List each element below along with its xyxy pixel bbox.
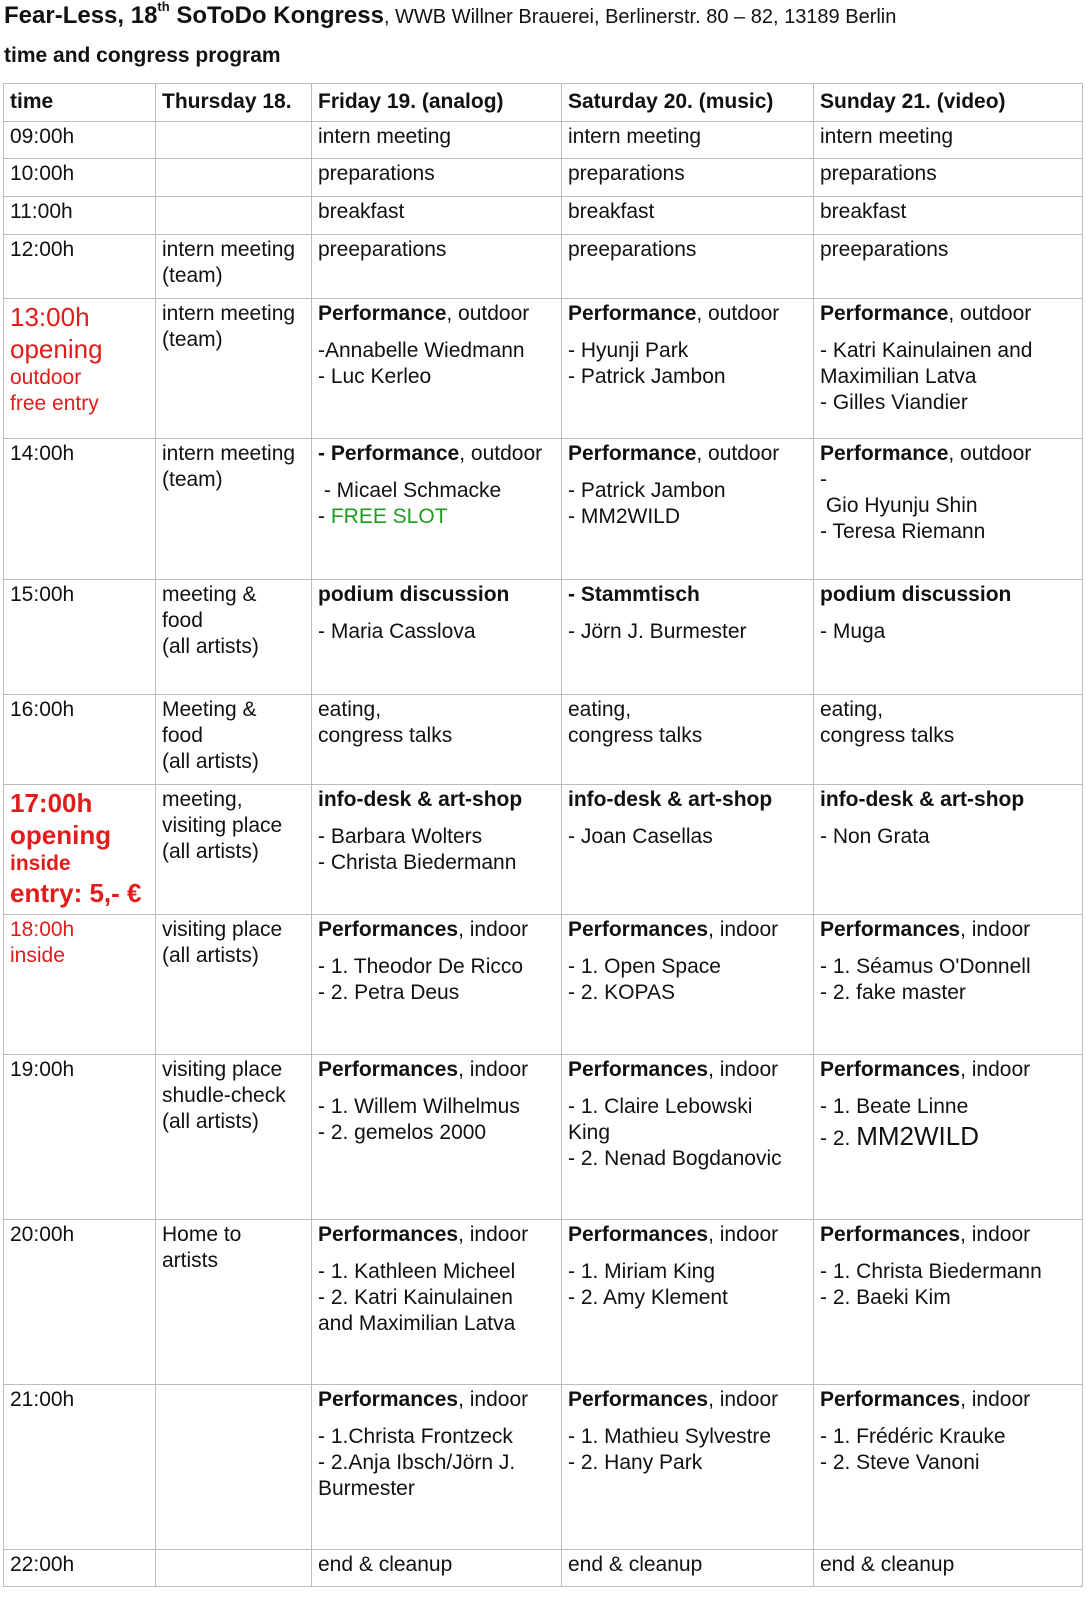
cell-line: (team) — [162, 468, 223, 491]
sunday-cell: breakfast — [814, 197, 1083, 235]
time-cell: 15:00h — [4, 580, 156, 695]
cell-heading: - Performance, outdoor — [318, 442, 543, 465]
cell-line: - Katri Kainulainen and — [820, 339, 1033, 362]
title-part2: SoToDo Kongress — [169, 2, 384, 29]
friday-cell — [312, 299, 562, 439]
title-ordinal-suffix: th — [157, 0, 170, 14]
cell-line: intern meeting — [162, 442, 296, 465]
cell-line: - 1. Miriam King — [568, 1260, 716, 1283]
cell-line: - 1. Frédéric Krauke — [820, 1425, 1006, 1448]
saturday-cell: end & cleanup — [562, 1550, 814, 1587]
cell-line: congress talks — [820, 724, 955, 747]
cell-line: eating, — [820, 698, 884, 721]
friday-cell — [312, 695, 562, 785]
cell-line: Burmester — [318, 1477, 415, 1500]
cell-heading: Performances, indoor — [318, 1223, 529, 1246]
thursday-cell — [156, 439, 312, 580]
title-part1: Fear-Less, 18 — [4, 2, 158, 29]
cell-heading: Performance, outdoor — [820, 442, 1032, 465]
thursday-cell — [156, 1550, 312, 1587]
time-cell: 14:00h — [4, 439, 156, 580]
sunday-cell — [814, 299, 1083, 439]
table-row — [4, 299, 1083, 439]
cell-line: - 2. Petra Deus — [318, 981, 460, 1004]
time-cell: 11:00h — [4, 197, 156, 235]
cell-line: - Teresa Riemann — [820, 520, 986, 543]
saturday-cell: preparations — [562, 159, 814, 197]
friday-cell — [312, 580, 562, 695]
cell-line: - — [820, 468, 827, 491]
cell-line: - 2. Nenad Bogdanovic — [568, 1147, 782, 1170]
thursday-cell — [156, 785, 312, 915]
column-header-saturday: Saturday 20. (music) — [562, 84, 814, 122]
cell-line: - Luc Kerleo — [318, 365, 432, 388]
cell-line: meeting & — [162, 583, 257, 606]
cell-heading: info-desk & art-shop — [568, 788, 773, 811]
sunday-cell — [814, 1385, 1083, 1550]
cell-line: - 1. Open Space — [568, 955, 721, 978]
cell-line: (all artists) — [162, 635, 259, 658]
cell-line: Home to — [162, 1223, 242, 1246]
sunday-cell — [814, 785, 1083, 915]
cell-line: (team) — [162, 264, 223, 287]
sunday-cell — [814, 915, 1083, 1055]
cell-line: (all artists) — [162, 944, 259, 967]
saturday-cell: breakfast — [562, 197, 814, 235]
cell-line: - 2. Steve Vanoni — [820, 1451, 980, 1474]
saturday-cell — [562, 785, 814, 915]
cell-line: Meeting & — [162, 698, 257, 721]
saturday-cell: intern meeting — [562, 122, 814, 159]
time-label: 17:00h — [10, 788, 93, 818]
cell-line: - 2. MM2WILD — [820, 1121, 979, 1151]
cell-heading: info-desk & art-shop — [318, 788, 523, 811]
document-header — [4, 0, 1084, 69]
venue-address: , WWB Willner Brauerei, Berlinerstr. 80 – 82, 13189 Berlin — [383, 6, 897, 28]
cell-line: - Maria Casslova — [318, 620, 476, 643]
cell-line: - Micael Schmacke — [318, 479, 502, 502]
cell-heading: Performances, indoor — [820, 1388, 1031, 1411]
thursday-cell — [156, 299, 312, 439]
cell-heading: Performances, indoor — [568, 1058, 779, 1081]
cell-line: - MM2WILD — [568, 505, 680, 528]
cell-line: - Barbara Wolters — [318, 825, 483, 848]
saturday-cell — [562, 1055, 814, 1220]
cell-line: meeting, — [162, 788, 243, 811]
time-cell: 19:00h — [4, 1055, 156, 1220]
time-label: 13:00h — [10, 302, 90, 332]
sunday-cell: end & cleanup — [814, 1550, 1083, 1587]
cell-heading: Performances, indoor — [820, 1223, 1031, 1246]
thursday-cell — [156, 235, 312, 299]
cell-line: (team) — [162, 328, 223, 351]
thursday-cell — [156, 1385, 312, 1550]
thursday-cell — [156, 1055, 312, 1220]
table-row — [4, 159, 1083, 197]
sunday-cell — [814, 695, 1083, 785]
cell-line: - Christa Biedermann — [318, 851, 517, 874]
cell-line: (all artists) — [162, 750, 259, 773]
cell-line: food — [162, 609, 203, 632]
cell-line: - Non Grata — [820, 825, 930, 848]
cell-line: intern meeting — [162, 302, 296, 325]
friday-cell: preeparations — [312, 235, 562, 299]
program-table — [3, 83, 1083, 1587]
cell-heading: info-desk & art-shop — [820, 788, 1025, 811]
free-slot-label: FREE SLOT — [330, 505, 448, 528]
cell-heading: Performances, indoor — [568, 918, 779, 941]
column-header-time: time — [4, 84, 156, 122]
cell-line: - Jörn J. Burmester — [568, 620, 747, 643]
cell-line: - 2. fake master — [820, 981, 966, 1004]
cell-line: - Gilles Viandier — [820, 391, 968, 414]
cell-line: visiting place — [162, 1058, 283, 1081]
saturday-cell — [562, 439, 814, 580]
cell-line: - 2. KOPAS — [568, 981, 675, 1004]
page-title — [4, 0, 1084, 33]
sunday-cell — [814, 580, 1083, 695]
cell-line: - 1.Christa Frontzeck — [318, 1425, 513, 1448]
time-cell: 20:00h — [4, 1220, 156, 1385]
cell-line: congress talks — [568, 724, 703, 747]
table-row — [4, 197, 1083, 235]
friday-cell — [312, 439, 562, 580]
cell-heading: podium discussion — [820, 583, 1012, 606]
thursday-cell — [156, 197, 312, 235]
cell-line: - 1. Willem Wilhelmus — [318, 1095, 520, 1118]
cell-line: - 1. Beate Linne — [820, 1095, 969, 1118]
cell-line: shudle-check — [162, 1084, 286, 1107]
cell-heading: Performances, indoor — [318, 918, 529, 941]
cell-heading: Performances, indoor — [820, 918, 1031, 941]
cell-line: - 2. Amy Klement — [568, 1286, 728, 1309]
cell-line: eating, — [568, 698, 632, 721]
time-label: 18:00h — [10, 918, 75, 941]
friday-cell: intern meeting — [312, 122, 562, 159]
time-cell: 22:00h — [4, 1550, 156, 1587]
cell-line: - 1. Theodor De Ricco — [318, 955, 524, 978]
cell-heading: - Stammtisch — [568, 583, 700, 606]
table-row — [4, 915, 1083, 1055]
cell-heading: Performance, outdoor — [318, 302, 530, 325]
thursday-cell — [156, 580, 312, 695]
opening-label: opening — [10, 820, 112, 850]
large-name: MM2WILD — [856, 1121, 979, 1151]
cell-line: - 2. Katri Kainulainen — [318, 1286, 513, 1309]
cell-heading: Performance, outdoor — [568, 302, 780, 325]
cell-line: King — [568, 1121, 611, 1144]
time-cell — [4, 915, 156, 1055]
cell-line: eating, — [318, 698, 382, 721]
saturday-cell — [562, 299, 814, 439]
cell-heading: Performance, outdoor — [568, 442, 780, 465]
friday-cell — [312, 1385, 562, 1550]
cell-line: - 1. Mathieu Sylvestre — [568, 1425, 772, 1448]
cell-line: food — [162, 724, 203, 747]
cell-heading: Performances, indoor — [820, 1058, 1031, 1081]
saturday-cell — [562, 695, 814, 785]
thursday-cell — [156, 915, 312, 1055]
cell-line: visiting place — [162, 918, 283, 941]
cell-line: - 1. Séamus O'Donnell — [820, 955, 1031, 978]
cell-line: Gio Hyunju Shin — [820, 494, 978, 517]
thursday-cell — [156, 695, 312, 785]
table-row — [4, 1220, 1083, 1385]
cell-line: - Joan Casellas — [568, 825, 713, 848]
time-cell — [4, 299, 156, 439]
cell-line: - 1. Kathleen Micheel — [318, 1260, 516, 1283]
thursday-cell — [156, 159, 312, 197]
time-cell — [4, 785, 156, 915]
page-subtitle: time and congress program — [4, 44, 281, 67]
opening-label: opening — [10, 334, 103, 364]
time-cell: 12:00h — [4, 235, 156, 299]
table-row — [4, 1550, 1083, 1587]
cell-line: - 2.Anja Ibsch/Jörn J. — [318, 1451, 516, 1474]
saturday-cell: preeparations — [562, 235, 814, 299]
saturday-cell — [562, 1385, 814, 1550]
friday-cell — [312, 785, 562, 915]
cell-line: - Patrick Jambon — [568, 365, 726, 388]
cell-heading: podium discussion — [318, 583, 510, 606]
cell-line: intern meeting — [162, 238, 296, 261]
column-header-sunday: Sunday 21. (video) — [814, 84, 1083, 122]
cell-line: (all artists) — [162, 1110, 259, 1133]
venue-label: outdoor — [10, 366, 82, 389]
column-header-friday: Friday 19. (analog) — [312, 84, 562, 122]
entry-label: free entry — [10, 392, 99, 415]
table-row — [4, 235, 1083, 299]
table-row — [4, 580, 1083, 695]
cell-line: artists — [162, 1249, 219, 1272]
sunday-cell — [814, 1220, 1083, 1385]
venue-label: inside — [10, 852, 71, 875]
header-row — [4, 84, 1083, 122]
cell-line: - 1. Christa Biedermann — [820, 1260, 1042, 1283]
cell-heading: Performance, outdoor — [820, 302, 1032, 325]
sunday-cell: preeparations — [814, 235, 1083, 299]
entry-label: entry: 5,- € — [10, 878, 142, 908]
table-row — [4, 1055, 1083, 1220]
table-row — [4, 695, 1083, 785]
table-row — [4, 439, 1083, 580]
cell-line: and Maximilian Latva — [318, 1312, 516, 1335]
time-cell: 16:00h — [4, 695, 156, 785]
sunday-cell: intern meeting — [814, 122, 1083, 159]
friday-cell: preparations — [312, 159, 562, 197]
time-cell: 09:00h — [4, 122, 156, 159]
time-cell: 10:00h — [4, 159, 156, 197]
cell-line: - Patrick Jambon — [568, 479, 726, 502]
table-row — [4, 1385, 1083, 1550]
cell-heading: Performances, indoor — [568, 1388, 779, 1411]
cell-line: - 2. Baeki Kim — [820, 1286, 951, 1309]
saturday-cell — [562, 580, 814, 695]
cell-heading: Performances, indoor — [318, 1388, 529, 1411]
cell-line: - 2. Hany Park — [568, 1451, 703, 1474]
friday-cell — [312, 1055, 562, 1220]
friday-cell — [312, 1220, 562, 1385]
cell-line: Maximilian Latva — [820, 365, 977, 388]
cell-line: (all artists) — [162, 840, 259, 863]
sunday-cell — [814, 1055, 1083, 1220]
free-slot-line: - FREE SLOT — [318, 505, 448, 528]
column-header-thursday: Thursday 18. — [156, 84, 312, 122]
sunday-cell: preparations — [814, 159, 1083, 197]
friday-cell: end & cleanup — [312, 1550, 562, 1587]
cell-line: - Hyunji Park — [568, 339, 689, 362]
cell-line: visiting place — [162, 814, 283, 837]
saturday-cell — [562, 1220, 814, 1385]
cell-heading: Performances, indoor — [318, 1058, 529, 1081]
thursday-cell — [156, 122, 312, 159]
sunday-cell — [814, 439, 1083, 580]
cell-line: - 1. Claire Lebowski — [568, 1095, 753, 1118]
cell-heading: Performances, indoor — [568, 1223, 779, 1246]
saturday-cell — [562, 915, 814, 1055]
cell-line: -Annabelle Wiedmann — [318, 339, 525, 362]
friday-cell — [312, 915, 562, 1055]
table-row — [4, 122, 1083, 159]
thursday-cell — [156, 1220, 312, 1385]
cell-line: - 2. gemelos 2000 — [318, 1121, 487, 1144]
cell-line: - Muga — [820, 620, 886, 643]
time-cell: 21:00h — [4, 1385, 156, 1550]
friday-cell: breakfast — [312, 197, 562, 235]
table-row — [4, 785, 1083, 915]
venue-label: inside — [10, 944, 65, 967]
cell-line: congress talks — [318, 724, 453, 747]
